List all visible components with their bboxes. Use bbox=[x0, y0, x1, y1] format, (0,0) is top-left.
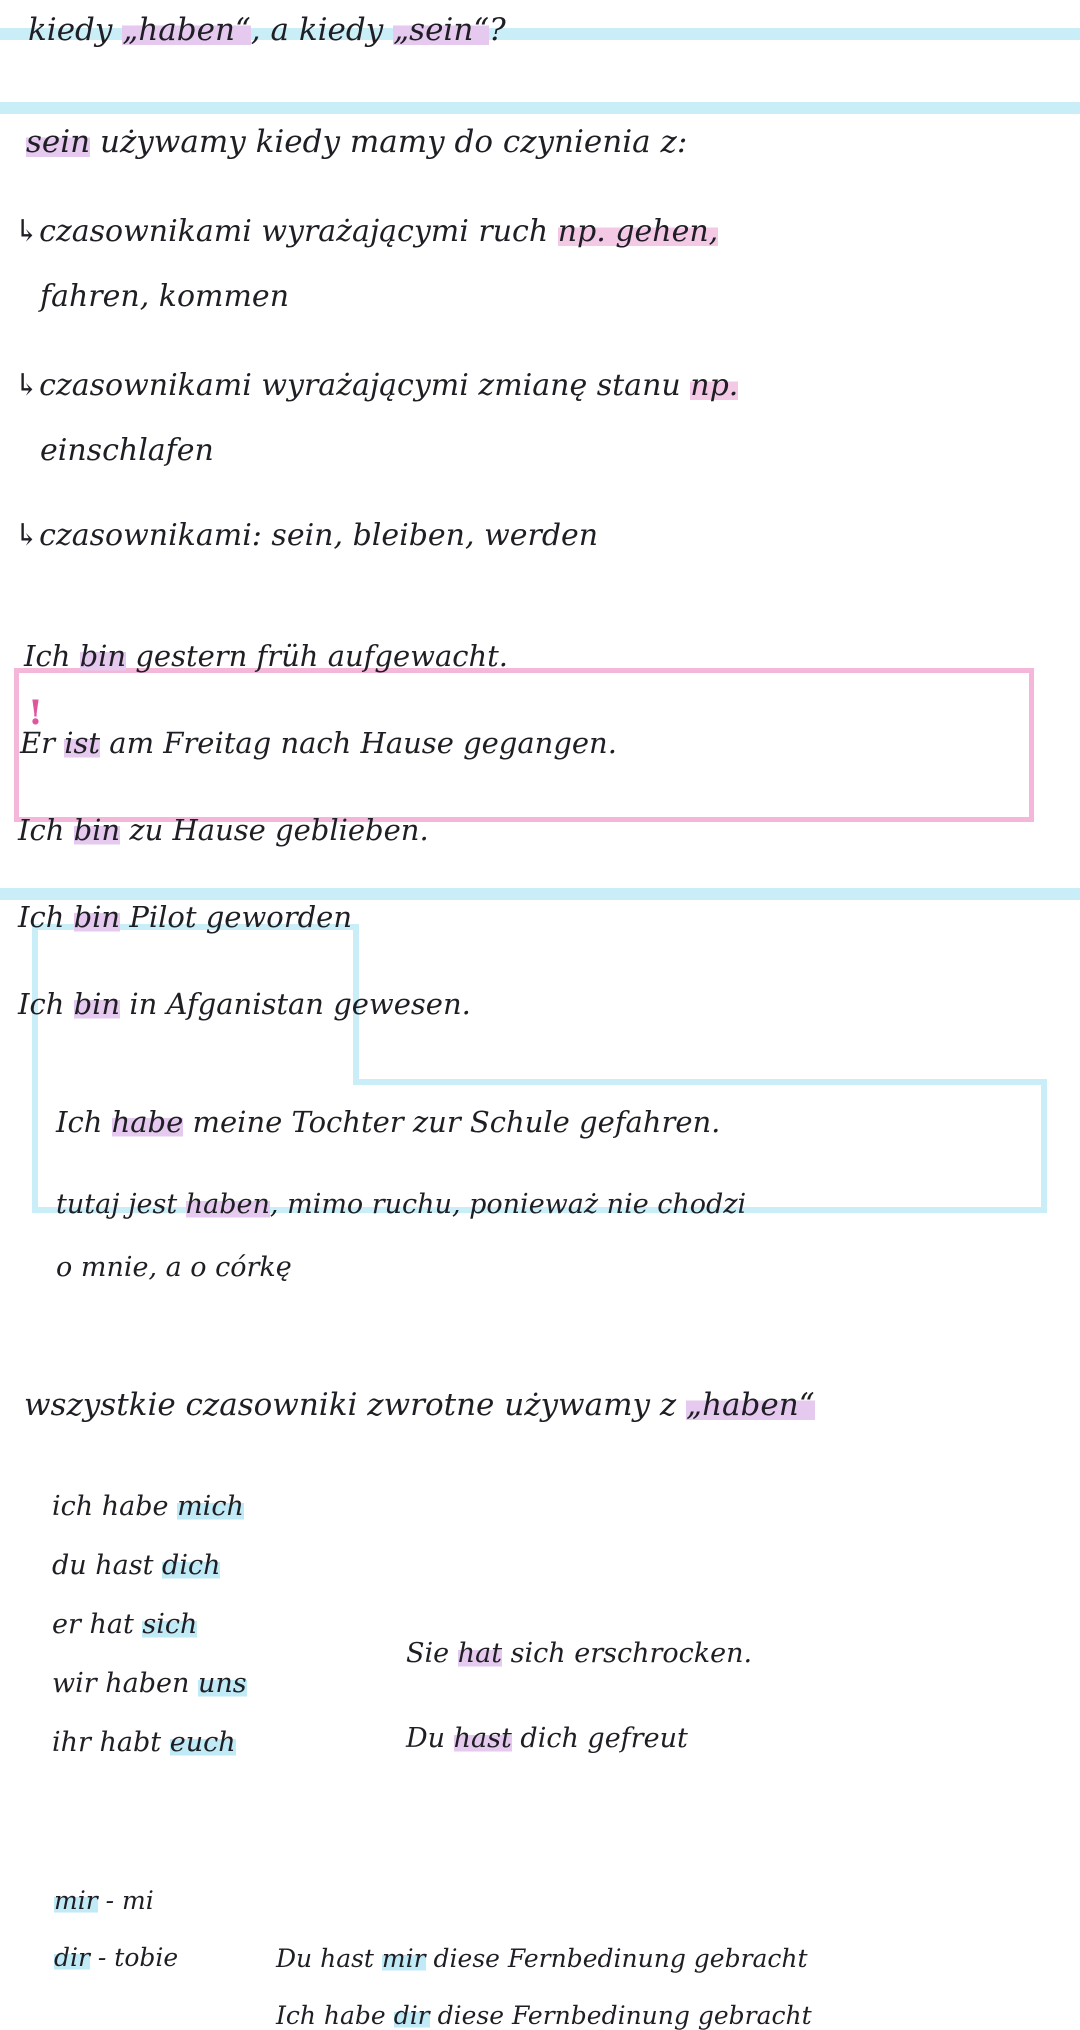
dative-example-2: Ich habe dir diese Fernbedinung gebracht bbox=[276, 2001, 812, 2030]
conjugation-row-2: du hast dich bbox=[52, 1550, 221, 1581]
title-haben: „haben“ bbox=[122, 12, 251, 48]
haben-example-2: Du hast dich gefreut bbox=[406, 1723, 688, 1754]
note-explanation: tutaj jest haben, mimo ruchu, ponieważ nie chodzi bbox=[56, 1189, 747, 1220]
sein-rule-1-cont: fahren, kommen bbox=[40, 279, 290, 314]
note-explanation-cont: o mnie, a o córkę bbox=[56, 1252, 292, 1283]
conjugation-row-4: wir haben uns bbox=[52, 1668, 247, 1699]
title-sein: „sein“ bbox=[393, 12, 490, 48]
haben-example-1: Sie hat sich erschrocken. bbox=[406, 1638, 753, 1669]
exclamation-icon: ! bbox=[28, 693, 43, 733]
conjugation-row-1: ich habe mich bbox=[52, 1491, 244, 1522]
note-sentence: Ich habe meine Tochter zur Schule gefahren. bbox=[56, 1105, 721, 1139]
example-sentence-3: Ich bin zu Hause geblieben. bbox=[18, 813, 429, 847]
conjugation-row-5: ihr habt euch bbox=[52, 1727, 236, 1758]
dative-dir: dir - tobie bbox=[54, 1943, 179, 1972]
sein-rule-2: ↳czasownikami wyrażającymi zmianę stanu np. bbox=[14, 368, 739, 403]
sein-rule-2-cont: einschlafen bbox=[40, 433, 214, 468]
conjugation-row-3: er hat sich bbox=[52, 1609, 198, 1640]
example-sentence-4: Ich bin Pilot geworden bbox=[18, 900, 353, 934]
dative-mir: mir - mi bbox=[54, 1886, 154, 1915]
sein-rule-3: ↳czasownikami: sein, bleiben, werden bbox=[14, 518, 599, 553]
rule2-example: np. bbox=[690, 368, 739, 403]
sein-rule-1: ↳czasownikami wyrażającymi ruch np. gehen, bbox=[14, 214, 719, 249]
sein-heading: sein używamy kiedy mamy do czynienia z: bbox=[26, 124, 688, 160]
dative-example-1: Du hast mir diese Fernbedinung gebracht bbox=[276, 1944, 808, 1973]
sein-keyword: sein bbox=[26, 124, 91, 160]
example-sentence-1: Ich bin gestern früh aufgewacht. bbox=[24, 639, 509, 673]
page-title: kiedy „haben“, a kiedy „sein“? bbox=[28, 12, 506, 48]
haben-heading: wszystkie czasowniki zwrotne używamy z „haben“ bbox=[24, 1387, 815, 1423]
example-sentence-5: Ich bin in Afganistan gewesen. bbox=[18, 987, 471, 1021]
rule1-example: np. gehen, bbox=[557, 214, 719, 249]
example-sentence-2: Er ist am Freitag nach Hause gegangen. bbox=[20, 726, 617, 760]
haben-keyword: „haben“ bbox=[686, 1387, 815, 1423]
